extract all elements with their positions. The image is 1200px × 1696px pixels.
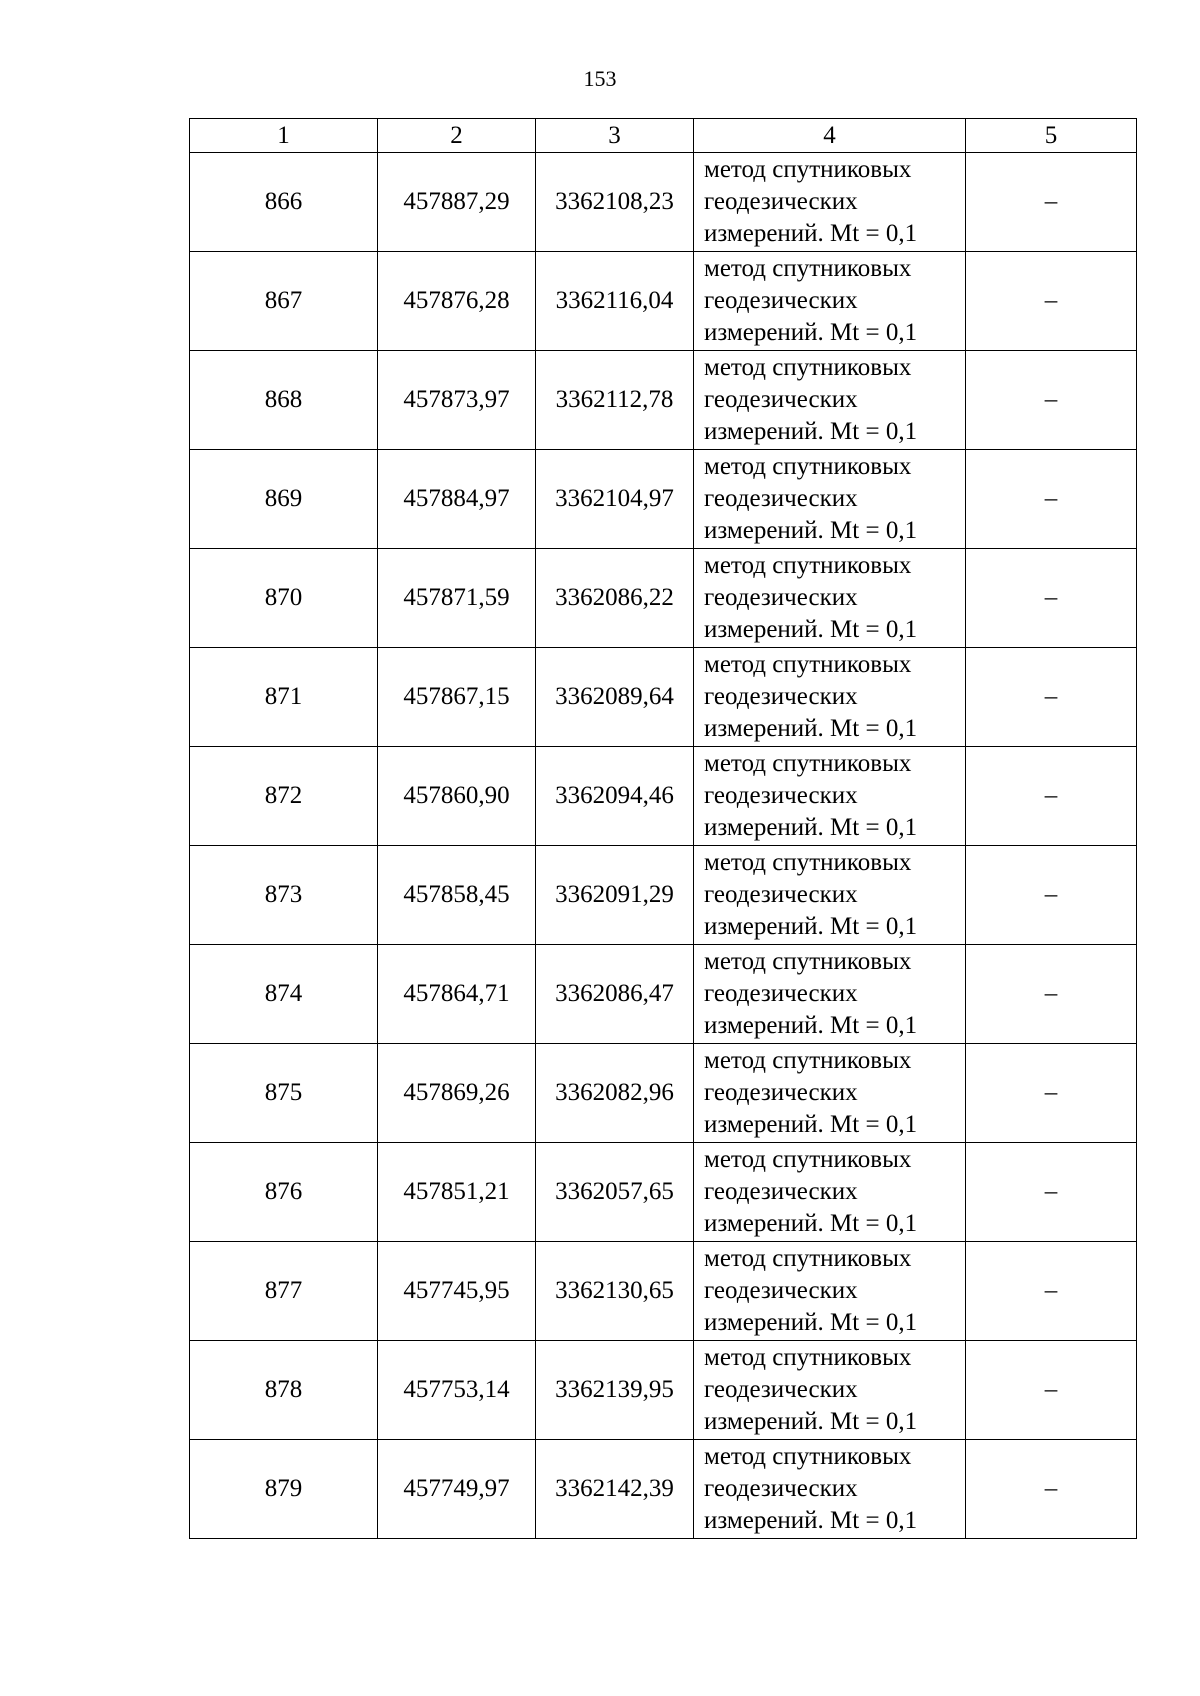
x-coordinate-cell: 457745,95 [378,1242,536,1341]
method-cell [694,1044,966,1143]
note-cell: – [966,747,1137,846]
table-row [190,153,1137,252]
y-coordinate-cell: 3362091,29 [536,846,694,945]
method-text-line: геодезических [704,1079,858,1106]
note-cell: – [966,1341,1137,1440]
note-cell: – [966,252,1137,351]
method-cell [694,1242,966,1341]
note-cell: – [966,1044,1137,1143]
x-coordinate-cell: 457869,26 [378,1044,536,1143]
note-cell: – [966,450,1137,549]
method-cell [694,1440,966,1539]
x-coordinate-cell: 457884,97 [378,450,536,549]
method-text-line: метод спутниковых [704,948,912,975]
method-cell [694,549,966,648]
method-text-line: метод спутниковых [704,354,912,381]
table-body [190,153,1137,1539]
x-coordinate-cell: 457749,97 [378,1440,536,1539]
point-number-cell: 869 [190,450,378,549]
point-number-cell: 870 [190,549,378,648]
x-coordinate-cell: 457858,45 [378,846,536,945]
table-row [190,1143,1137,1242]
point-number-cell: 875 [190,1044,378,1143]
method-text-line: метод спутниковых [704,552,912,579]
y-coordinate-cell: 3362086,47 [536,945,694,1044]
method-cell [694,846,966,945]
point-number-cell: 867 [190,252,378,351]
point-number-cell: 873 [190,846,378,945]
method-cell [694,747,966,846]
point-number-cell: 876 [190,1143,378,1242]
method-text-line: измерений. Mt = 0,1 [704,1507,918,1534]
x-coordinate-cell: 457873,97 [378,351,536,450]
note-cell: – [966,1143,1137,1242]
method-cell [694,450,966,549]
table-row [190,549,1137,648]
method-text-line: измерений. Mt = 0,1 [704,616,918,643]
method-text-line: измерений. Mt = 0,1 [704,814,918,841]
point-number-cell: 868 [190,351,378,450]
note-cell: – [966,1242,1137,1341]
method-text-line: геодезических [704,485,858,512]
method-text-line: метод спутниковых [704,849,912,876]
note-cell: – [966,648,1137,747]
table-row [190,252,1137,351]
table-row [190,1242,1137,1341]
header-col-2: 2 [378,119,536,153]
note-cell: – [966,846,1137,945]
x-coordinate-cell: 457864,71 [378,945,536,1044]
point-number-cell: 879 [190,1440,378,1539]
method-text-line: измерений. Mt = 0,1 [704,517,918,544]
method-text-line: геодезических [704,287,858,314]
method-text-line: измерений. Mt = 0,1 [704,1111,918,1138]
method-text-line: геодезических [704,980,858,1007]
method-text-line: геодезических [704,683,858,710]
y-coordinate-cell: 3362112,78 [536,351,694,450]
table-header-row [190,119,1137,153]
y-coordinate-cell: 3362082,96 [536,1044,694,1143]
method-text-line: метод спутниковых [704,1146,912,1173]
point-number-cell: 866 [190,153,378,252]
point-number-cell: 877 [190,1242,378,1341]
method-text-line: измерений. Mt = 0,1 [704,319,918,346]
table-row [190,1044,1137,1143]
note-cell: – [966,549,1137,648]
x-coordinate-cell: 457851,21 [378,1143,536,1242]
note-cell: – [966,351,1137,450]
point-number-cell: 878 [190,1341,378,1440]
method-text-line: измерений. Mt = 0,1 [704,1012,918,1039]
y-coordinate-cell: 3362057,65 [536,1143,694,1242]
header-col-1: 1 [190,119,378,153]
method-text-line: геодезических [704,188,858,215]
method-text-line: метод спутниковых [704,651,912,678]
method-text-line: геодезических [704,386,858,413]
y-coordinate-cell: 3362104,97 [536,450,694,549]
table-row [190,1341,1137,1440]
method-text-line: метод спутниковых [704,1344,912,1371]
method-cell [694,351,966,450]
note-cell: – [966,153,1137,252]
method-text-line: геодезических [704,1277,858,1304]
y-coordinate-cell: 3362086,22 [536,549,694,648]
y-coordinate-cell: 3362130,65 [536,1242,694,1341]
x-coordinate-cell: 457871,59 [378,549,536,648]
method-cell [694,945,966,1044]
method-text-line: метод спутниковых [704,1047,912,1074]
table-row [190,1440,1137,1539]
coordinates-table [189,118,1137,1539]
point-number-cell: 872 [190,747,378,846]
table-row [190,945,1137,1044]
method-cell [694,1143,966,1242]
x-coordinate-cell: 457860,90 [378,747,536,846]
method-text-line: измерений. Mt = 0,1 [704,715,918,742]
y-coordinate-cell: 3362089,64 [536,648,694,747]
method-text-line: метод спутниковых [704,156,912,183]
method-text-line: измерений. Mt = 0,1 [704,1408,918,1435]
note-cell: – [966,1440,1137,1539]
header-col-3: 3 [536,119,694,153]
method-text-line: измерений. Mt = 0,1 [704,913,918,940]
method-text-line: геодезических [704,1178,858,1205]
page-number: 153 [583,66,617,91]
header-col-4: 4 [694,119,966,153]
header-col-5: 5 [966,119,1137,153]
method-text-line: метод спутниковых [704,453,912,480]
method-text-line: геодезических [704,881,858,908]
method-text-line: геодезических [704,584,858,611]
table-row [190,846,1137,945]
method-text-line: метод спутниковых [704,255,912,282]
method-text-line: измерений. Mt = 0,1 [704,418,918,445]
y-coordinate-cell: 3362094,46 [536,747,694,846]
method-cell [694,648,966,747]
x-coordinate-cell: 457876,28 [378,252,536,351]
y-coordinate-cell: 3362142,39 [536,1440,694,1539]
y-coordinate-cell: 3362116,04 [536,252,694,351]
method-cell [694,153,966,252]
method-text-line: измерений. Mt = 0,1 [704,1309,918,1336]
method-text-line: геодезических [704,782,858,809]
y-coordinate-cell: 3362139,95 [536,1341,694,1440]
method-text-line: метод спутниковых [704,750,912,777]
method-cell [694,252,966,351]
table-row [190,648,1137,747]
x-coordinate-cell: 457887,29 [378,153,536,252]
y-coordinate-cell: 3362108,23 [536,153,694,252]
x-coordinate-cell: 457867,15 [378,648,536,747]
table-row [190,747,1137,846]
method-text-line: метод спутниковых [704,1443,912,1470]
method-text-line: метод спутниковых [704,1245,912,1272]
point-number-cell: 871 [190,648,378,747]
x-coordinate-cell: 457753,14 [378,1341,536,1440]
method-text-line: измерений. Mt = 0,1 [704,1210,918,1237]
table-row [190,450,1137,549]
method-text-line: измерений. Mt = 0,1 [704,220,918,247]
table-row [190,351,1137,450]
note-cell: – [966,945,1137,1044]
method-text-line: геодезических [704,1376,858,1403]
method-text-line: геодезических [704,1475,858,1502]
method-cell [694,1341,966,1440]
point-number-cell: 874 [190,945,378,1044]
